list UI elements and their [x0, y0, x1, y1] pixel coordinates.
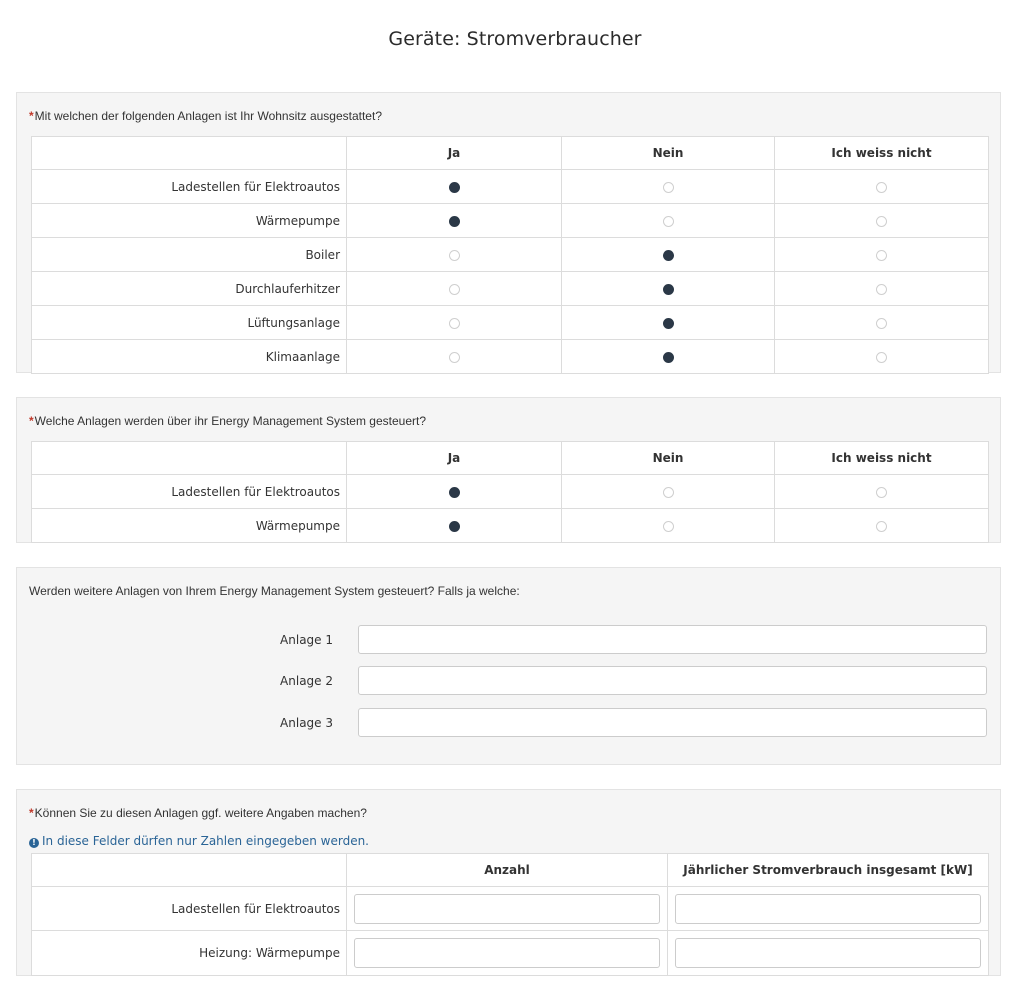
row-label: Boiler [32, 238, 347, 272]
anzahl-input[interactable] [354, 938, 660, 968]
row-label: Wärmepumpe [32, 509, 347, 543]
radio-button[interactable] [876, 250, 887, 261]
anzahl-input[interactable] [354, 894, 660, 924]
option-cell [347, 272, 562, 306]
radio-button-selected[interactable] [449, 216, 460, 227]
table-row [32, 306, 989, 340]
question-panel-details [16, 789, 1001, 976]
question-label: Mit welchen der folgenden Anlagen ist Ihr Wohnsitz ausgestattet? [34, 109, 382, 123]
question-label: Können Sie zu diesen Anlagen ggf. weitere Angaben machen? [34, 806, 367, 820]
table-row [32, 170, 989, 204]
table-row [32, 204, 989, 238]
option-cell [775, 509, 989, 543]
column-header: Anzahl [347, 854, 668, 887]
question-label: Welche Anlagen werden über ihr Energy Management System gesteuert? [34, 414, 427, 428]
radio-button[interactable] [449, 284, 460, 295]
option-cell [347, 170, 562, 204]
row-label: Durchlauferhitzer [32, 272, 347, 306]
question-text [29, 806, 367, 820]
radio-button[interactable] [449, 250, 460, 261]
verbrauch-input[interactable] [675, 894, 981, 924]
option-cell [347, 509, 562, 543]
radio-button[interactable] [876, 284, 887, 295]
option-cell [347, 475, 562, 509]
option-cell [562, 509, 775, 543]
option-cell [347, 306, 562, 340]
option-cell [775, 475, 989, 509]
header-empty [32, 442, 347, 475]
option-cell [775, 170, 989, 204]
page-title: Geräte: Stromverbraucher [388, 28, 642, 50]
radio-button[interactable] [876, 352, 887, 363]
row-label: Klimaanlage [32, 340, 347, 374]
field-label: Anlage 3 [280, 716, 333, 730]
question-panel-equipment [16, 92, 1001, 373]
radio-matrix [31, 441, 989, 543]
radio-button[interactable] [663, 521, 674, 532]
radio-button[interactable] [449, 318, 460, 329]
radio-button-selected[interactable] [449, 182, 460, 193]
column-header: Ich weiss nicht [775, 442, 989, 475]
question-text [29, 109, 382, 123]
column-header: Ja [347, 137, 562, 170]
required-asterisk-icon: * [29, 806, 34, 820]
question-panel-ems-controlled [16, 397, 1001, 543]
header-empty [32, 137, 347, 170]
row-label: Ladestellen für Elektroautos [32, 475, 347, 509]
field-row-anlage-2 [17, 666, 1002, 696]
row-label: Heizung: Wärmepumpe [32, 931, 347, 976]
radio-button-selected[interactable] [449, 521, 460, 532]
radio-button[interactable] [876, 182, 887, 193]
field-row-anlage-3 [17, 708, 1002, 738]
option-cell [775, 306, 989, 340]
option-cell [562, 306, 775, 340]
radio-button-selected[interactable] [663, 250, 674, 261]
question-text [29, 414, 426, 428]
option-cell [775, 272, 989, 306]
option-cell [347, 238, 562, 272]
field-label: Anlage 2 [280, 674, 333, 688]
question-panel-further-devices [16, 567, 1001, 765]
option-cell [562, 475, 775, 509]
radio-button[interactable] [663, 487, 674, 498]
option-cell [562, 204, 775, 238]
cell [668, 931, 989, 976]
table-row [32, 887, 989, 931]
info-text: In diese Felder dürfen nur Zahlen eingegeben werden. [42, 834, 369, 848]
anlage-1-input[interactable] [358, 625, 987, 654]
cell [347, 931, 668, 976]
option-cell [347, 204, 562, 238]
row-label: Ladestellen für Elektroautos [32, 887, 347, 931]
option-cell [775, 340, 989, 374]
table-row [32, 509, 989, 543]
option-cell [775, 204, 989, 238]
table-row [32, 475, 989, 509]
radio-button[interactable] [449, 352, 460, 363]
info-hint [29, 834, 369, 848]
radio-button-selected[interactable] [663, 318, 674, 329]
radio-button[interactable] [876, 521, 887, 532]
info-icon: ! [29, 838, 39, 848]
column-header: Ich weiss nicht [775, 137, 989, 170]
cell [668, 887, 989, 931]
required-asterisk-icon: * [29, 109, 34, 123]
anlage-2-input[interactable] [358, 666, 987, 695]
radio-button[interactable] [663, 182, 674, 193]
verbrauch-input[interactable] [675, 938, 981, 968]
radio-button[interactable] [876, 216, 887, 227]
radio-button-selected[interactable] [663, 352, 674, 363]
table-row [32, 931, 989, 976]
field-label: Anlage 1 [280, 633, 333, 647]
option-cell [562, 170, 775, 204]
radio-button-selected[interactable] [449, 487, 460, 498]
row-label: Lüftungsanlage [32, 306, 347, 340]
field-row-anlage-1 [17, 625, 1002, 655]
radio-button[interactable] [876, 318, 887, 329]
option-cell [347, 340, 562, 374]
option-cell [562, 340, 775, 374]
option-cell [562, 238, 775, 272]
table-row [32, 272, 989, 306]
radio-button-selected[interactable] [663, 284, 674, 295]
cell [347, 887, 668, 931]
header-empty [32, 854, 347, 887]
numeric-matrix [31, 853, 989, 976]
anlage-3-input[interactable] [358, 708, 987, 737]
column-header: Nein [562, 137, 775, 170]
column-header: Ja [347, 442, 562, 475]
table-row [32, 238, 989, 272]
row-label: Ladestellen für Elektroautos [32, 170, 347, 204]
required-asterisk-icon: * [29, 414, 34, 428]
radio-button[interactable] [663, 216, 674, 227]
radio-matrix [31, 136, 989, 374]
option-cell [775, 238, 989, 272]
row-label: Wärmepumpe [32, 204, 347, 238]
question-text: Werden weitere Anlagen von Ihrem Energy Management System gesteuert? Falls ja welche: [29, 584, 520, 598]
option-cell [562, 272, 775, 306]
radio-button[interactable] [876, 487, 887, 498]
column-header: Jährlicher Stromverbrauch insgesamt [kW] [668, 854, 989, 887]
column-header: Nein [562, 442, 775, 475]
table-row [32, 340, 989, 374]
